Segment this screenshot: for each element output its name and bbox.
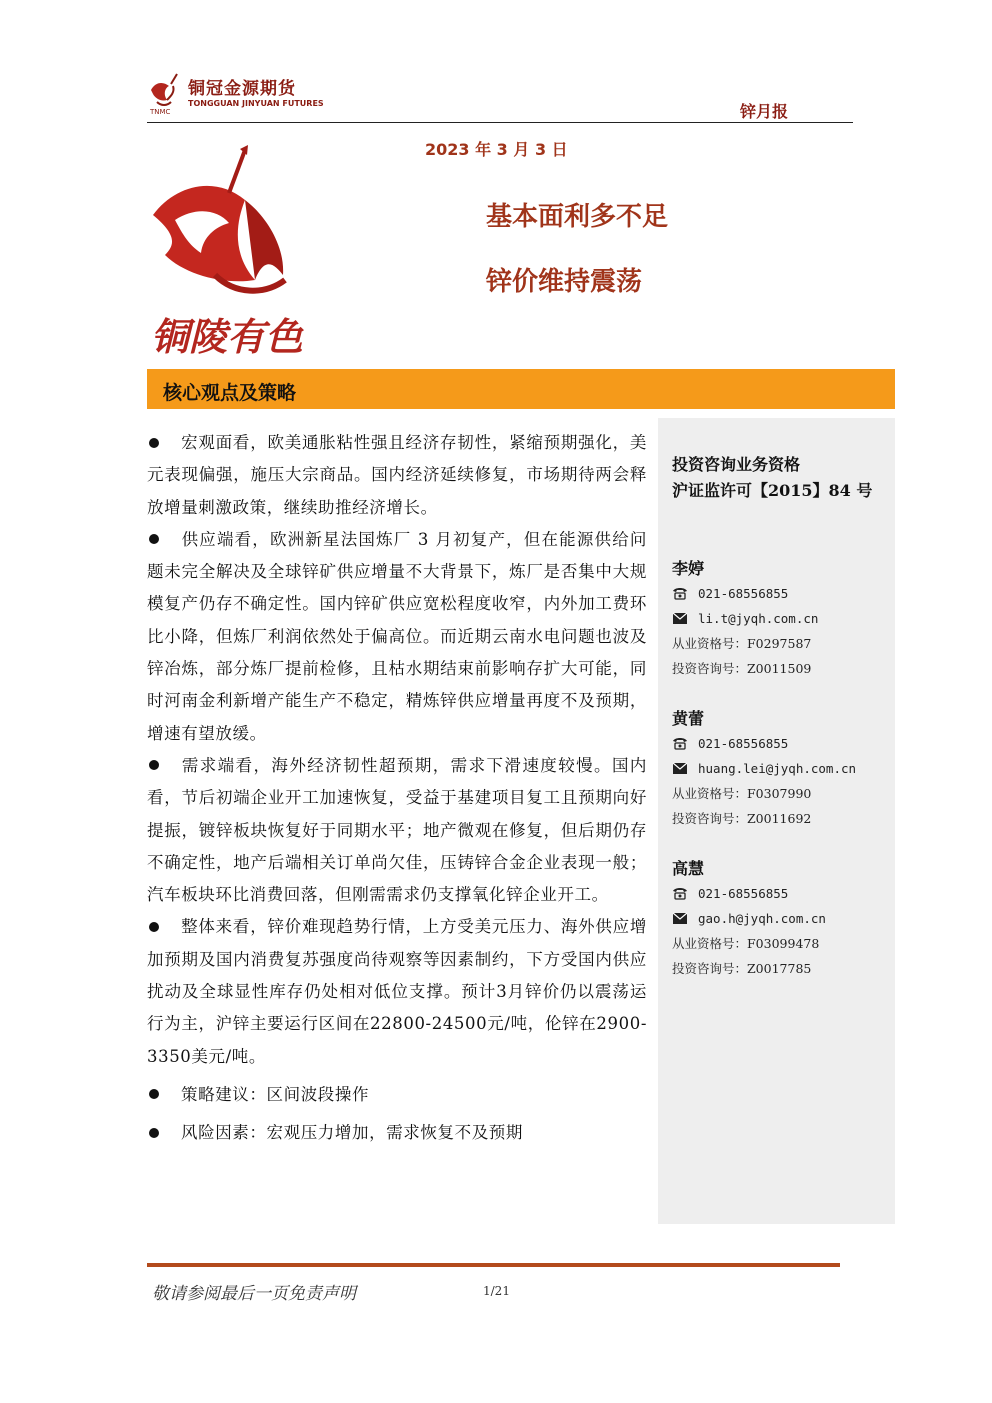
company-logo-icon xyxy=(147,72,181,112)
bullet-text: 供应端看，欧洲新星法国炼厂 3 月初复产，但在能源供给问题未完全解决及全球锌矿供应增量不大背景下，炼厂是否集中大规模复产仍存不确定性。国内锌矿供应宽松程度收窄，内外加工费环比小降，但炼厂利润依然处于偏高位。而近期云南水电问题也波及锌冶炼，部分炼厂提前检修，且枯水期结束前影响存扩大可能，同时河南金利新增产能生产不稳定，精炼锌供应增量再度不及预期，增速有望放缓。 xyxy=(147,529,647,743)
main-content xyxy=(147,427,647,1150)
phone-icon xyxy=(672,737,688,750)
bullet-text: 宏观面看，欧美通胀粘性强且经济存韧性，紧缩预期强化，美元表现偏强，施压大宗商品。国内经济延续修复，市场期待两会释放增量刺激政策，继续助推经济增长。 xyxy=(147,433,647,517)
company-name-cn: 铜冠金源期货 xyxy=(188,79,296,99)
bullet-text: 策略建议：区间波段操作 xyxy=(181,1084,370,1104)
analyst-name: 黄蕾 xyxy=(672,709,705,728)
bullet-text: 需求端看，海外经济韧性超预期，需求下滑速度较慢。国内看，节后初端企业开工加速恢复，受益于基建项目复工且预期向好提振，镀锌板块恢复好于同期水平；地产微观在修复，但后期仍存不确定性，地产后端相关订单尚欠佳，压铸锌合金企业表现一般；汽车板块环比消费回落，但刚需需求仍支撑氧化锌企业开工。 xyxy=(147,755,647,905)
company-name-en: TONGGUAN JINYUAN FUTURES xyxy=(188,99,324,108)
bullet-icon xyxy=(149,760,159,770)
analyst-consult-id: 投资咨询号：Z0011509 xyxy=(672,661,812,676)
bullet-paragraph xyxy=(147,750,647,911)
bullet-paragraph xyxy=(147,524,647,750)
headline-line-1: 基本面利多不足 xyxy=(486,202,669,232)
page-number: 1/21 xyxy=(483,1284,510,1298)
analyst-name: 李婷 xyxy=(672,559,705,578)
email-text[interactable]: li.t@jyqh.com.cn xyxy=(698,611,819,626)
qualification-license: 沪证监许可【2015】84 号 xyxy=(672,481,873,500)
analyst-name: 高慧 xyxy=(672,859,705,878)
bullet-icon xyxy=(149,922,159,932)
bullet-icon xyxy=(149,438,159,448)
phone-text: 021-68556855 xyxy=(698,586,789,601)
phone-icon xyxy=(672,587,688,600)
company-abbr: TNMC xyxy=(150,108,171,116)
mail-icon xyxy=(672,912,688,925)
analyst-phone xyxy=(672,881,882,906)
mail-icon xyxy=(672,612,688,625)
analyst-email[interactable] xyxy=(672,606,882,631)
bullet-paragraph xyxy=(147,427,647,524)
bullet-icon xyxy=(149,534,159,544)
svg-text:铜陵有色: 铜陵有色 xyxy=(151,314,304,359)
section-title: 核心观点及策略 xyxy=(163,382,297,404)
analyst-license: 从业资格号：F0297587 xyxy=(672,636,812,651)
qualification-title: 投资咨询业务资格 xyxy=(672,455,801,474)
email-text[interactable]: gao.h@jyqh.com.cn xyxy=(698,911,826,926)
phone-text: 021-68556855 xyxy=(698,886,789,901)
bullet-text: 整体来看，锌价难现趋势行情，上方受美元压力、海外供应增加预期及国内消费复苏强度尚待观察等因素制约，下方受国内供应扰动及全球显性库存仍处相对低位支撑。预计3月锌价仍以震荡运行为主，沪锌主要运行区间在22800-24500元/吨，伦锌在2900-3350美元/吨。 xyxy=(147,917,647,1066)
bullet-paragraph xyxy=(147,1079,647,1111)
bullet-icon xyxy=(149,1089,159,1099)
analyst-card xyxy=(672,556,882,681)
emblem-logo-icon xyxy=(145,145,305,360)
analyst-phone xyxy=(672,731,882,756)
header-divider xyxy=(147,122,853,123)
analyst-phone xyxy=(672,581,882,606)
report-date: 2023 年 3 月 3 日 xyxy=(425,140,568,159)
analyst-email[interactable] xyxy=(672,756,882,781)
disclaimer-note: 敬请参阅最后一页免责声明 xyxy=(152,1284,356,1304)
analyst-consult-id: 投资咨询号：Z0011692 xyxy=(672,811,812,826)
bullet-icon xyxy=(149,1128,159,1138)
analyst-email[interactable] xyxy=(672,906,882,931)
bullet-text: 风险因素：宏观压力增加，需求恢复不及预期 xyxy=(181,1123,523,1143)
analyst-card xyxy=(672,856,882,981)
bullet-paragraph xyxy=(147,1117,647,1149)
email-text[interactable]: huang.lei@jyqh.com.cn xyxy=(698,761,857,776)
phone-text: 021-68556855 xyxy=(698,736,789,751)
headline-line-2: 锌价维持震荡 xyxy=(486,267,643,297)
analyst-license: 从业资格号：F03099478 xyxy=(672,936,820,951)
report-type: 锌月报 xyxy=(740,102,789,121)
bullet-paragraph xyxy=(147,911,647,1072)
analyst-consult-id: 投资咨询号：Z0017785 xyxy=(672,961,812,976)
phone-icon xyxy=(672,887,688,900)
analyst-license: 从业资格号：F0307990 xyxy=(672,786,812,801)
footer-divider xyxy=(147,1263,840,1267)
mail-icon xyxy=(672,762,688,775)
analyst-card xyxy=(672,706,882,831)
